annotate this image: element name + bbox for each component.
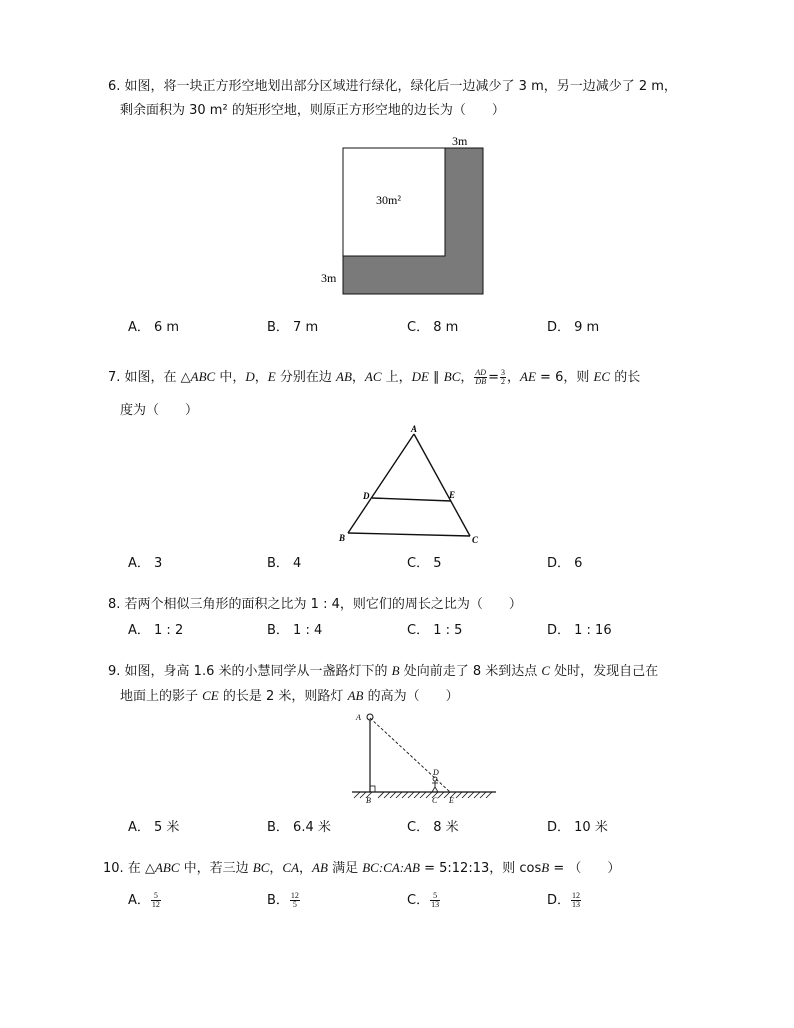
q7-label-e: E <box>449 490 456 500</box>
q7-text: 的长 <box>610 370 641 385</box>
q7-frac-bottom: DB <box>475 377 487 386</box>
q9-text: 地面上的影子 <box>120 689 203 704</box>
q10-var: B <box>541 860 550 875</box>
q9-text: 处向前走了 8 米到达点 <box>399 664 542 679</box>
q10-option-c[interactable] <box>407 889 441 909</box>
q7-var: D <box>245 369 255 384</box>
q10-option-prefix: C． <box>407 893 430 908</box>
q7-var: BC <box>443 369 461 384</box>
q9-var: B <box>391 663 400 678</box>
q8-line1: 8. 若两个相似三角形的面积之比为 1 : 4，则它们的周长之比为（ ） <box>108 597 522 612</box>
q7-text: 分别在边 <box>275 370 336 385</box>
q10-option-a[interactable] <box>128 889 162 909</box>
q9-label-a: A <box>356 713 361 722</box>
q6-line2: 剩余面积为 30 m² 的矩形空地，则原正方形空地的边长为（ ） <box>120 103 505 118</box>
q10-frac-top: 5 <box>151 892 161 901</box>
q8-option-b[interactable]: B． 1 : 4 <box>267 623 323 638</box>
q10-option-prefix: B． <box>267 893 289 908</box>
q7-fraction-3-2 <box>500 369 506 386</box>
q10-frac-bottom: 13 <box>572 900 581 909</box>
q9-label-c: C <box>432 796 438 805</box>
q7-var: AE <box>520 369 536 384</box>
q7-var: EC <box>593 369 611 384</box>
q7-figure <box>332 422 488 546</box>
q7-fraction-ad-db <box>474 369 487 386</box>
q9-option-d[interactable]: D． 10 米 <box>547 820 608 835</box>
q9-line1 <box>108 662 658 681</box>
q7-text: 中， <box>215 370 246 385</box>
q7-segment-de <box>372 498 451 501</box>
q9-text: 的长是 2 米，则路灯 <box>218 689 348 704</box>
q9-text: 9. 如图，身高 1.6 米的小慧同学从一盏路灯下的 <box>108 664 392 679</box>
q7-option-a[interactable]: A． 3 <box>128 556 163 571</box>
q8-option-d[interactable]: D． 1 : 16 <box>547 623 612 638</box>
q7-text: 上， <box>381 370 412 385</box>
q10-option-b[interactable] <box>267 889 301 909</box>
q10-var: AB <box>312 860 328 875</box>
q10-frac-bottom: 12 <box>151 900 160 909</box>
q7-label-b: B <box>339 533 346 543</box>
q10-line1 <box>103 859 620 878</box>
q9-figure <box>348 708 500 808</box>
q7-text: 7. 如图，在 △ <box>108 370 191 385</box>
q8-option-a[interactable]: A． 1 : 2 <box>128 623 184 638</box>
q7-text: ∥ <box>429 370 444 385</box>
q7-frac-top: AD <box>475 368 487 377</box>
q10-text: = 5:12:13，则 cos <box>419 861 542 876</box>
q7-side-ab <box>348 434 414 533</box>
q7-label-a: A <box>411 424 418 434</box>
q9-option-a[interactable]: A． 5 米 <box>128 820 180 835</box>
q7-text: ， <box>507 370 521 385</box>
q9-text: 的高为（ ） <box>363 689 459 704</box>
q6-option-c[interactable]: C． 8 m <box>407 320 459 335</box>
q9-option-b[interactable]: B． 6.4 米 <box>267 820 331 835</box>
q7-label-d: D <box>363 491 370 501</box>
q10-option-d[interactable] <box>547 889 582 909</box>
q10-text: ， <box>299 861 313 876</box>
q7-frac-bottom: 2 <box>501 377 505 386</box>
q10-option-fraction <box>571 892 581 909</box>
q7-var: AC <box>364 369 382 384</box>
q9-option-c[interactable]: C． 8 米 <box>407 820 459 835</box>
q7-frac-top: 3 <box>501 368 505 377</box>
q9-lamp-icon <box>367 714 373 720</box>
q6-line1: 6. 如图，将一块正方形空地划出部分区域进行绿化，绿化后一边减少了 3 m，另一边减少了 2 m， <box>108 79 677 94</box>
q7-line1 <box>108 368 640 387</box>
q9-label-e: E <box>449 796 454 805</box>
q9-var: CE <box>202 688 219 703</box>
q9-var: C <box>541 663 551 678</box>
q9-label-b: B <box>366 796 371 805</box>
q6-option-b[interactable]: B． 7 m <box>267 320 319 335</box>
q10-option-prefix: A． <box>128 893 150 908</box>
q10-option-prefix: D． <box>547 893 571 908</box>
q9-var: AB <box>347 688 364 703</box>
q10-text: ， <box>269 861 283 876</box>
q8-option-c[interactable]: C． 1 : 5 <box>407 623 463 638</box>
q7-side-ac <box>414 434 470 536</box>
q7-text: ， <box>460 370 474 385</box>
q7-option-b[interactable]: B． 4 <box>267 556 302 571</box>
q7-var: E <box>267 369 276 384</box>
q10-frac-bottom: 5 <box>292 900 297 909</box>
q9-ground-hatch <box>354 792 492 798</box>
q7-text: = <box>488 370 499 385</box>
q7-option-c[interactable]: C． 5 <box>407 556 442 571</box>
q9-light-ray <box>370 718 450 792</box>
q9-person-leg-right <box>435 787 438 792</box>
q9-right-angle-mark <box>370 786 375 792</box>
q7-option-d[interactable]: D． 6 <box>547 556 583 571</box>
q7-text: ， <box>254 370 268 385</box>
q7-side-bc <box>348 533 470 536</box>
q6-option-a[interactable]: A． 6 m <box>128 320 180 335</box>
q9-line2 <box>120 687 459 706</box>
q10-option-fraction <box>151 892 161 909</box>
q10-text: = （ ） <box>549 861 621 876</box>
q6-area-label: 30m² <box>376 193 401 207</box>
q7-var: ABC <box>190 369 216 384</box>
q6-top-label: 3m <box>452 134 468 148</box>
q10-frac-top: 12 <box>572 891 581 900</box>
q10-frac-bottom: 13 <box>431 900 440 909</box>
q6-option-d[interactable]: D． 9 m <box>547 320 600 335</box>
q10-text: 10. 在 △ <box>103 861 155 876</box>
q7-text: ， <box>351 370 365 385</box>
q10-text: 中，若三边 <box>179 861 253 876</box>
q10-option-fraction <box>430 892 440 909</box>
q7-label-c: C <box>472 535 479 545</box>
q6-left-label: 3m <box>321 271 337 285</box>
q7-var: AB <box>336 369 352 384</box>
q9-label-d: D <box>433 768 439 777</box>
q7-var: DE <box>411 369 430 384</box>
q10-var: BC <box>252 860 270 875</box>
q6-figure <box>318 132 490 302</box>
q10-frac-top: 12 <box>290 891 299 900</box>
q10-var: ABC <box>154 860 180 875</box>
q9-text: 处时，发现自己在 <box>550 664 659 679</box>
q10-option-fraction <box>290 892 300 909</box>
q9-person-leg-left <box>432 787 435 792</box>
q10-var: CA <box>282 860 300 875</box>
q10-frac-top: 5 <box>430 892 440 901</box>
q10-text: 满足 <box>327 861 363 876</box>
q7-text: = 6，则 <box>535 370 594 385</box>
q10-var: BC:CA:AB <box>362 860 420 875</box>
q7-line2: 度为（ ） <box>120 403 199 418</box>
